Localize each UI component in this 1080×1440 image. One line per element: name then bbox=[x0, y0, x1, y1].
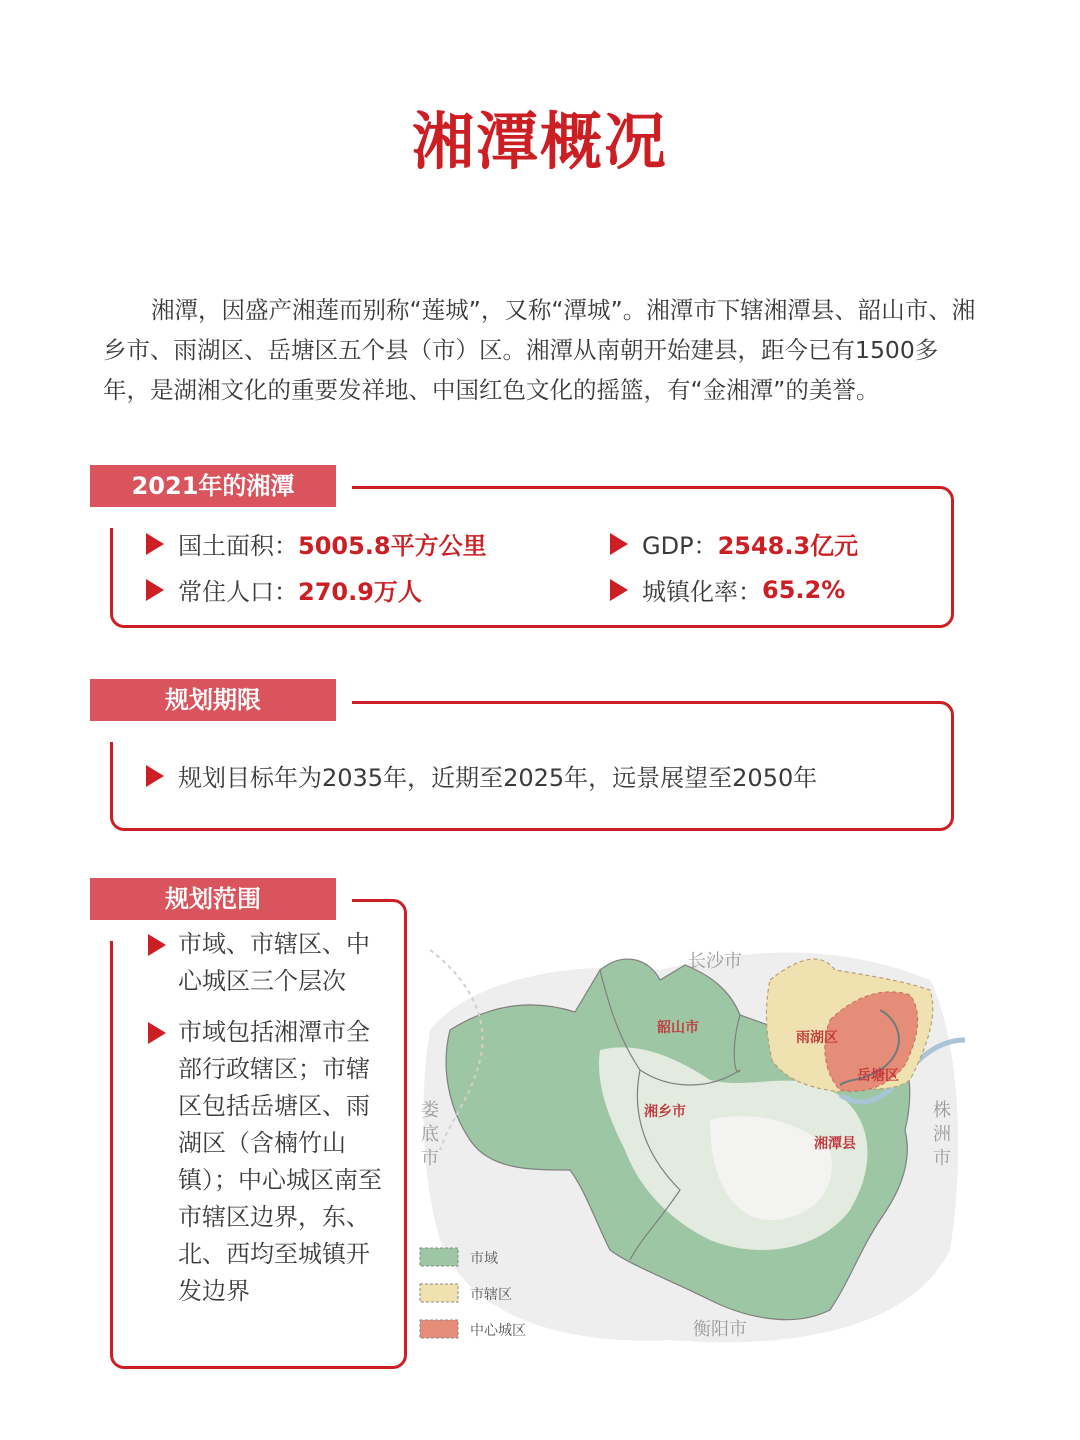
bullet-triangle-icon bbox=[146, 765, 164, 787]
bullet-triangle-icon bbox=[148, 934, 166, 956]
bullet-triangle-icon bbox=[146, 533, 164, 555]
map-label-east-1: 株 bbox=[933, 1100, 951, 1121]
scope-list bbox=[148, 926, 388, 1310]
map-label-east-2: 洲 bbox=[933, 1124, 951, 1145]
map-label-west-3: 市 bbox=[421, 1148, 439, 1169]
legend-label-central: 中心城区 bbox=[470, 1323, 526, 1339]
map-label-xiangtan-county: 湘潭县 bbox=[814, 1136, 856, 1152]
map-label-xiangxiang: 湘乡市 bbox=[644, 1104, 686, 1120]
map-label-shaoshan: 韶山市 bbox=[657, 1020, 699, 1036]
bullet-triangle-icon bbox=[146, 579, 164, 601]
map-label-yuhu: 雨湖区 bbox=[796, 1030, 838, 1046]
stat-urbanization: 城镇化率： 65.2% bbox=[610, 572, 845, 607]
intro-text: 湘潭，因盛产湘莲而别称“莲城”，又称“潭城”。湘潭市下辖湘潭县、韶山市、湘乡市、雨湖区、岳塘区五个县（市）区。湘潭从南朝开始建县，距今已有1500多年，是湖湘文化的重要发祥地、中国红色文化的摇篮，有“金湘潭”的美誉。 bbox=[103, 296, 976, 404]
map-label-south: 衡阳市 bbox=[693, 1319, 747, 1340]
stat-gdp: GDP： 2548.3亿元 bbox=[610, 526, 858, 561]
bullet-triangle-icon bbox=[610, 579, 628, 601]
page-title: 湘潭概况 bbox=[411, 105, 668, 178]
scope-item: 市域、市辖区、中心城区三个层次 bbox=[148, 926, 388, 1000]
map-label-west-1: 娄 bbox=[421, 1100, 439, 1121]
period-tab: 规划期限 bbox=[90, 679, 336, 721]
map-label-west-2: 底 bbox=[421, 1124, 439, 1145]
stats-tab: 2021年的湘潭 bbox=[90, 465, 336, 507]
map-label-east-3: 市 bbox=[933, 1148, 951, 1169]
bullet-triangle-icon bbox=[148, 1022, 166, 1044]
planning-scope-map bbox=[410, 920, 970, 1360]
legend-label-city: 市域 bbox=[470, 1251, 498, 1267]
map-label-north: 长沙市 bbox=[688, 951, 742, 972]
legend-label-district: 市辖区 bbox=[470, 1287, 512, 1303]
scope-tab: 规划范围 bbox=[90, 878, 336, 920]
intro-paragraph bbox=[103, 290, 983, 410]
stat-land-area: 国土面积： 5005.8平方公里 bbox=[146, 526, 487, 561]
map-label-yuetang: 岳塘区 bbox=[857, 1068, 899, 1084]
scope-item: 市域包括湘潭市全部行政辖区；市辖区包括岳塘区、雨湖区（含楠竹山镇）；中心城区南至市辖区边界，东、北、西均至城镇开发边界 bbox=[148, 1014, 388, 1310]
bullet-triangle-icon bbox=[610, 533, 628, 555]
period-item: 规划目标年为2035年，近期至2025年，远景展望至2050年 bbox=[146, 758, 817, 793]
stat-population: 常住人口： 270.9万人 bbox=[146, 572, 422, 607]
